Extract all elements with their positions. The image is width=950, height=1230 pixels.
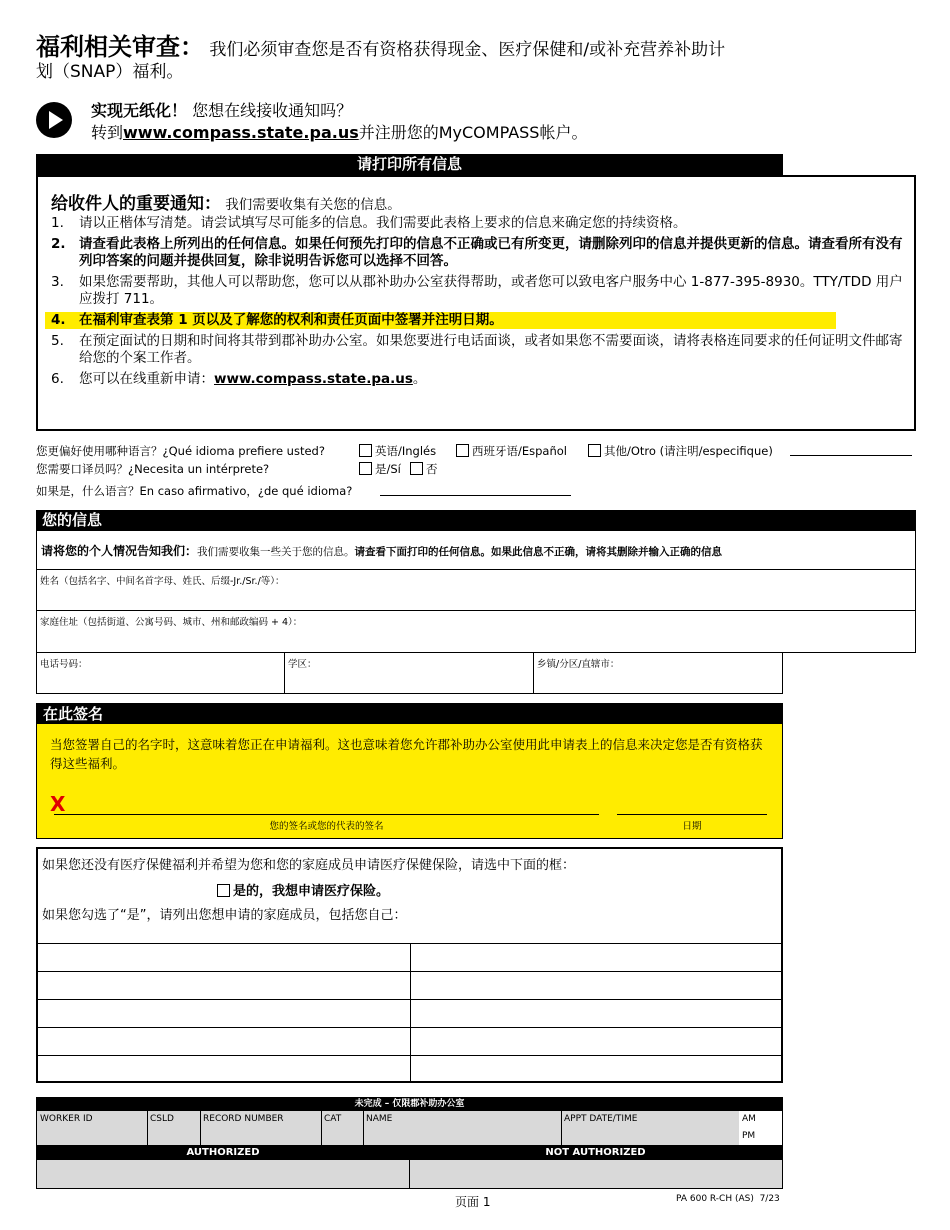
medical-list-prompt: 如果您勾选了“是”，请列出您想申请的家庭成员，包括您自己： [42,908,407,923]
not-authorized-cell[interactable] [409,1160,782,1188]
lang-english-option[interactable]: 英语/Inglés [359,443,436,459]
paperless-notice [91,100,587,144]
col-line [410,943,411,1081]
page-title-block [36,33,916,83]
paperless-goto: 转到 [91,123,124,142]
sign-header: 在此签名 [37,704,782,724]
lang-other-field[interactable] [790,455,912,456]
am-cell[interactable]: AM [739,1111,782,1129]
print-all-banner: 请打印所有信息 [36,154,783,175]
page-number: 页面 1 [455,1195,491,1209]
notice-item-highlighted: 4. 在福利审查表第 1 页以及了解您的权利和责任页面中签署并注明日期。 [45,312,836,329]
interpreter-question: 您需要口译员吗？¿Necesita un intérprete? [36,462,270,476]
lang-spanish-option[interactable]: 西班牙语/Español [456,443,567,459]
date-line[interactable] [617,814,767,815]
which-language-field[interactable] [380,495,571,496]
signature-label: 您的签名或您的代表的签名 [269,821,384,832]
address-field[interactable]: 家庭住址（包括街道、公寓号码、城市、州和邮政编码 + 4）： [36,610,916,653]
phone-field[interactable]: 电话号码： [36,652,285,694]
paperless-bold: 实现无纸化！ [91,101,188,120]
notice-item: 3. 如果您需要帮助，其他人可以帮助您，您可以从郡补助办公室获得帮助，或者您可以致电客户服务中心 1-877-395-8930。TTY/TDD 用户应拨打 711。 [51,274,903,307]
sign-section [36,703,783,839]
notice-item: 1. 请以正楷体写清楚。请尝试填写尽可能多的信息。我们需要此表格上要求的信息来确定您的持续资格。 [51,215,687,231]
checkbox[interactable] [359,462,372,475]
checkbox[interactable] [217,884,230,897]
notice-item: 5. 在预定面试的日期和时间将其带到郡补助办公室。如果您要进行电话面谈，或者如果您不需要面谈，请将表格连同要求的任何证明文件邮寄给您的个案工作者。 [51,333,903,366]
township-field[interactable]: 乡镇/分区/直辖市： [533,652,783,694]
language-question: 您更偏好使用哪种语言？¿Qué idioma prefiere usted? [36,444,325,458]
signature-line[interactable] [54,814,599,815]
record-number-cell[interactable]: RECORD NUMBER [200,1111,322,1146]
form-id: PA 600 R-CH (AS) 7/23 [676,1194,780,1204]
paperless-question: 您想在线接收通知吗？ [192,101,353,120]
authorized-header: AUTHORIZED [37,1146,409,1160]
name-cell[interactable]: NAME [363,1111,562,1146]
checkbox[interactable] [588,444,601,457]
notice-intro: 我们需要收集有关您的信息。 [225,197,401,213]
your-info-intro: 请将您的个人情况告知我们：我们需要收集一些关于您的信息。请查看下面打印的任何信息。如果此信息不正确，请将其删除并输入正确的信息 [36,530,916,570]
notice-item: 6. 您可以在线重新申请：www.compass.state.pa.us。 [51,371,427,387]
notice-title: 给收件人的重要通知： [51,194,221,214]
school-district-field[interactable]: 学区： [284,652,534,694]
notice-item: 2. 请查看此表格上所列出的任何信息。如果任何预先打印的信息不正确或已有所变更，请删除列印的信息并提供更新的信息。请查看所有没有列印答案的问题并提供回复，除非说明告诉您可以选择不回答。 [51,236,903,269]
pm-cell[interactable]: PM [739,1128,782,1146]
sign-text: 当您签署自己的名字时，这意味着您正在申请福利。这也意味着您允许郡补助办公室使用此申请表上的信息来决定您是否有资格获得这些福利。 [50,737,763,771]
checkbox[interactable] [456,444,469,457]
which-language-question: 如果是，什么语言？En caso afirmativo，¿de qué idioma? [36,484,353,498]
medical-yes-option[interactable]: 是的，我想申请医疗保险。 [217,880,389,899]
authorized-cell[interactable] [37,1160,410,1188]
play-icon [36,102,72,138]
csld-cell[interactable]: CSLD [147,1111,201,1146]
office-header: 未完成 – 仅限郡补助办公室 [37,1098,782,1111]
worker-id-cell[interactable]: WORKER ID [37,1111,148,1146]
cat-cell[interactable]: CAT [321,1111,364,1146]
date-label: 日期 [682,821,702,832]
checkbox[interactable] [410,462,423,475]
medical-question: 如果您还没有医疗保健福利并希望为您和您的家庭成员申请医疗保健保险，请选中下面的框： [42,858,576,873]
checkbox[interactable] [359,444,372,457]
name-field[interactable]: 姓名（包括名字、中间名首字母、姓氏、后缀-Jr./Sr./等）： [36,569,916,611]
family-member-table [38,943,781,1081]
compass-link-2[interactable]: www.compass.state.pa.us [214,371,413,387]
office-section [36,1097,783,1189]
interpreter-yes-option[interactable]: 是/Sí [359,461,401,477]
paperless-register: 并注册您的MyCOMPASS帐户。 [358,123,588,142]
compass-link[interactable]: www.compass.state.pa.us [123,123,359,142]
your-info-header: 您的信息 [36,510,916,530]
lang-other-option[interactable]: 其他/Otro (请注明/especifique) [588,443,773,459]
signature-x-mark: X [50,792,66,816]
not-authorized-header: NOT AUTHORIZED [409,1146,782,1160]
page-subtitle: 我们必须审查您是否有资格获得现金、医疗保健和/或补充营养补助计 [209,40,726,60]
page-title: 福利相关审查： [36,33,204,61]
notice-list [51,215,906,388]
appt-date-time-cell[interactable]: APPT DATE/TIME [561,1111,740,1146]
interpreter-no-option[interactable]: 否 [410,461,438,477]
page-subtitle-2: 划（SNAP）福利。 [36,62,184,82]
medical-section [36,847,783,1083]
important-notice-box [36,175,916,431]
